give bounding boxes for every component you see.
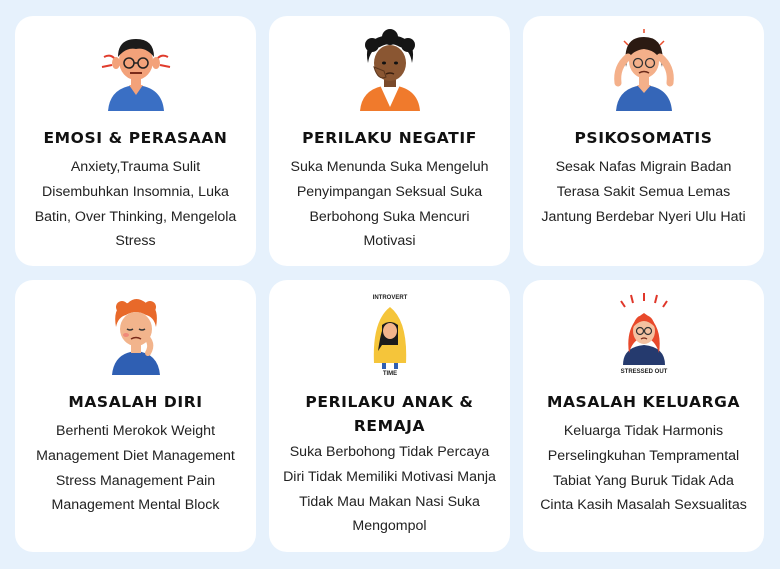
service-card-emosi (15, 16, 256, 266)
headache-person-icon (523, 26, 764, 112)
card-description: Anxiety,Trauma Sulit Disembuhkan Insomnia, Luka Batin, Over Thinking, Mengelola Stress (34, 159, 237, 250)
service-card-psikosomatis (523, 16, 764, 266)
card-title: EMOSI & PERASAAN (43, 129, 228, 147)
card-title: MASALAH KELUARGA (546, 393, 741, 411)
card-description: Berhenti Merokok Weight Management Diet Management Stress Management Pain Management Mental Block (36, 423, 235, 514)
service-card-perilaku-anak (269, 280, 510, 552)
card-title: PSIKOSOMATIS (574, 129, 713, 147)
stressed-person-icon (15, 26, 256, 112)
card-title: PERILAKU ANAK & REMAJA (305, 393, 474, 435)
badge-time-text: TIME (382, 371, 397, 375)
card-title: MASALAH DIRI (68, 393, 203, 411)
card-description: Suka Menunda Suka Mengeluh Penyimpangan Seksual Suka Berbohong Suka Mencuri Motivasi (290, 159, 489, 250)
card-title: PERILAKU NEGATIF (302, 129, 477, 147)
service-card-perilaku-negatif (269, 16, 510, 266)
badge-stressed-text: STRESSED OUT (620, 369, 667, 375)
stressed-woman-icon (523, 290, 764, 376)
service-card-masalah-diri (15, 280, 256, 552)
badge-introvert-text: INTROVERT (372, 295, 407, 301)
card-description: Sesak Nafas Migrain Badan Terasa Sakit Semua Lemas Jantung Berdebar Nyeri Ulu Hati (541, 159, 746, 225)
sad-person-icon (15, 290, 256, 376)
card-description: Suka Berbohong Tidak Percaya Diri Tidak Memiliki Motivasi Manja Tidak Mau Makan Nasi Suka Mengompol (283, 444, 496, 535)
service-card-masalah-keluarga (523, 280, 764, 552)
hiding-child-icon (269, 290, 510, 376)
card-description: Keluarga Tidak Harmonis Perselingkuhan Tempramental Tabiat Yang Buruk Tidak Ada Cinta Kasih Masalah Sexsualitas (540, 423, 747, 514)
worried-person-icon (269, 26, 510, 112)
